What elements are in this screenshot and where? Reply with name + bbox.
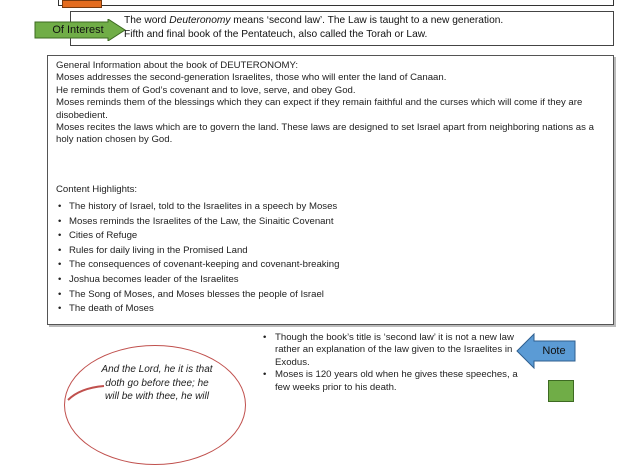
general-info-paragraph: Moses recites the laws which are to govern the land. These laws are designed to set Israel apart from neighboring nations as a holy nation chosen by God. [56, 122, 594, 146]
of-interest-label: Of Interest [52, 24, 104, 36]
list-item: • The consequences of covenant-keeping and covenant-breaking [56, 258, 576, 273]
general-info-paragraph: Moses reminds them of the blessings which they can expect if they remain faithful and the curses which will come if they are disobedient. [56, 97, 583, 121]
list-item: • Moses is 120 years old when he gives these speeches, a few weeks prior to his death. [262, 369, 524, 394]
list-item: • The Song of Moses, and Moses blesses the people of Israel [56, 288, 576, 303]
quote-line: doth go before thee; he [105, 377, 209, 389]
quote-line: will be with thee, he will [105, 391, 209, 402]
content-highlights-title: Content Highlights: [56, 184, 138, 195]
note-list [262, 332, 524, 394]
content-highlights-list [56, 200, 576, 317]
general-info-heading: General Information about the book of DEUTERONOMY: [56, 60, 299, 71]
list-item: • The death of Moses [56, 302, 576, 317]
top-strip-border [58, 0, 614, 6]
list-item: • Rules for daily living in the Promised Land [56, 244, 576, 259]
orange-tab-decoration [62, 0, 102, 8]
red-swoosh-decoration [66, 384, 106, 402]
of-interest-line: The word Deuteronomy means ‘second law’. The Law is taught to a new generation. [124, 15, 504, 26]
general-info-paragraph: He reminds them of God’s covenant and to love, serve, and obey God. [56, 84, 356, 96]
note-label: Note [542, 345, 566, 357]
of-interest-line: Fifth and final book of the Pentateuch, also called the Torah or Law. [124, 28, 428, 40]
green-block-decoration [548, 380, 574, 402]
general-info-section [56, 60, 606, 147]
list-item: • Cities of Refuge [56, 229, 576, 244]
quote-line: And the Lord, he it is that [101, 364, 213, 375]
list-item: • Joshua becomes leader of the Israelites [56, 273, 576, 288]
list-item: • The history of Israel, told to the Israelites in a speech by Moses [56, 200, 576, 215]
of-interest-text [124, 14, 610, 41]
list-item: • Moses reminds the Israelites of the Law, the Sinaitic Covenant [56, 215, 576, 230]
list-item: • Though the book’s title is ‘second law’ it is not a new law rather an explanation of the law given to the Israelites in Exodus. [262, 332, 524, 369]
general-info-paragraph: Moses addresses the second-generation Israelites, those who will enter the land of Canaan. [56, 72, 447, 84]
